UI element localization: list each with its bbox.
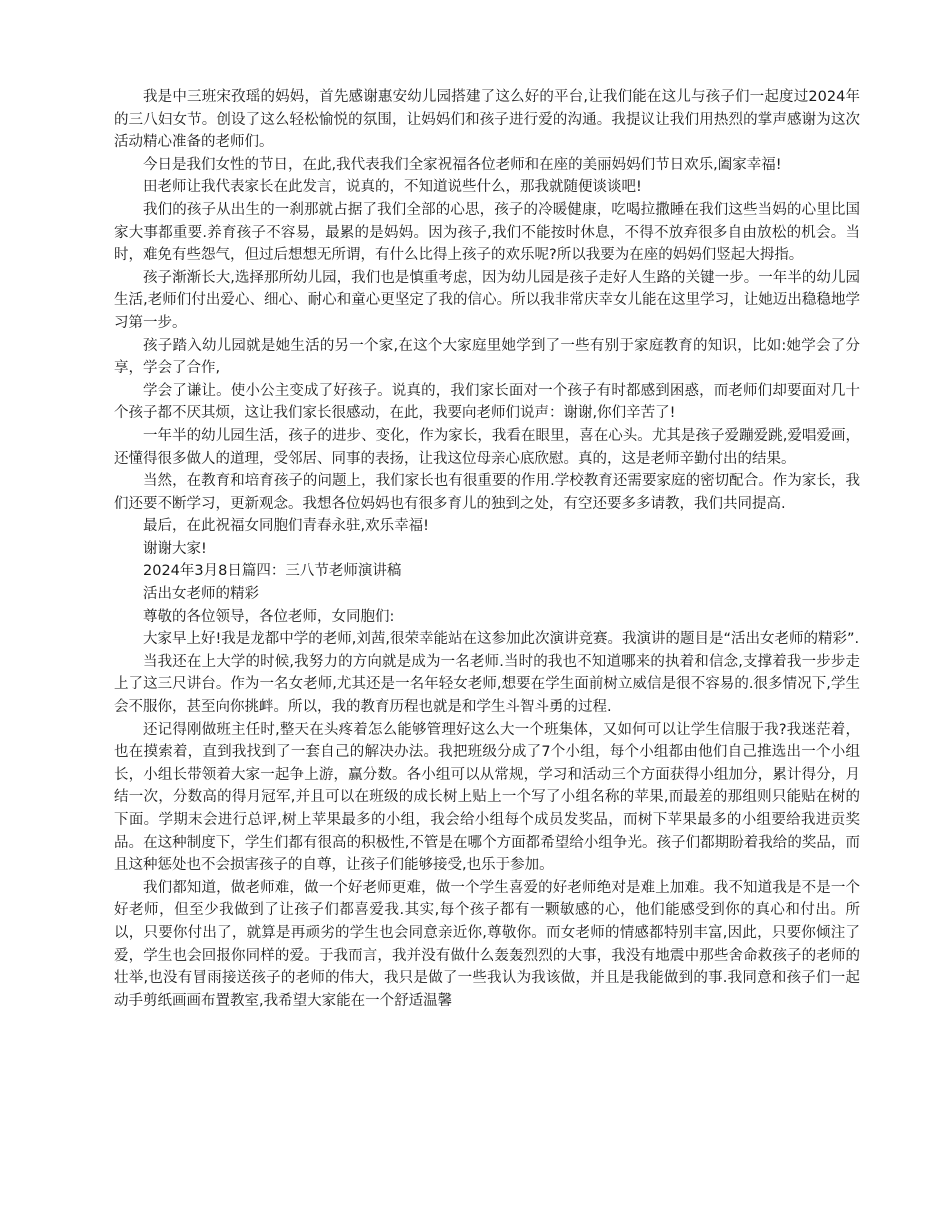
date-heading: 2024年3月8日篇四：三八节老师演讲稿 xyxy=(143,563,402,580)
paragraph: 还记得刚做班主任时,整天在头疼着怎么能够管理好这么大一个班集体，又如何可以让学生信服于我?我迷茫着，也在摸索着，直到我找到了一套自己的解决办法。我把班级分成了7个小组，每个小组都由他们自己推选出一个小组长，小组长带领着大家一起争上游，赢分数。各小组可以从常规，学习和活动三个方面获得小组加分，累计得分，月结一次，分数高的得月冠军,并且可以在班级的成长树上贴上一个写了小组名称的苹果,而最差的那组则只能贴在树的下面。学期末会进行总评,树上苹果最多的小组，我会给小组每个成员发奖品，而树下苹果最多的小组要给我进贡奖品。在这种制度下，学生们都有很高的积极性,不管是在哪个方面都希望给小组争光。孩子们都期盼着我给的奖品，而且这种惩处也不会损害孩子的自尊，让孩子们能够接受,也乐于参加。 xyxy=(114,721,860,874)
paragraph: 当然，在教育和培育孩子的问题上，我们家长也有很重要的作用.学校教育还需要家庭的密切配合。作为家长，我们还要不断学习，更新观念。我想各位妈妈也有很多育儿的独到之处，有空还要多多请教，我们共同提高. xyxy=(114,473,860,512)
paragraph: 田老师让我代表家长在此发言，说真的，不知道说些什么，那我就随便谈谈吧! xyxy=(143,179,642,196)
document-body xyxy=(114,86,860,1012)
paragraph: 谢谢大家! xyxy=(143,540,207,557)
paragraph: 我们的孩子从出生的一刹那就占据了我们全部的心思，孩子的冷暖健康，吃喝拉撒睡在我们这些当妈的心里比国家大事都重要.养育孩子不容易，最累的是妈妈。因为孩子,我们不能按时休息，不得不放弃很多自由放松的机会。当时，难免有些怨气，但过后想想无所谓，有什么比得上孩子的欢乐呢?所以我要为在座的妈妈们竖起大拇指。 xyxy=(114,201,860,264)
paragraph: 最后，在此祝福女同胞们青春永驻,欢乐幸福! xyxy=(143,518,429,535)
paragraph: 今日是我们女性的节日，在此,我代表我们全家祝福各位老师和在座的美丽妈妈们节日欢乐,阖家幸福! xyxy=(143,156,782,173)
salutation: 尊敬的各位领导，各位老师，女同胞们: xyxy=(143,608,395,625)
paragraph: 我们都知道，做老师难，做一个好老师更难，做一个学生喜爱的好老师绝对是难上加难。我不知道我是不是一个好老师，但至少我做到了让孩子们都喜爱我.其实,每个孩子都有一颗敏感的心，他们能感受到你的真心和付出。所以，只要你付出了，就算是再顽劣的学生也会同意亲近你,尊敬你。而女老师的情感都特别丰富,因此，只要你倾注了爱，学生也会回报你同样的爱。于我而言，我并没有做什么轰轰烈烈的大事，我没有地震中那些舍命救孩子的老师的壮举,也没有冒雨接送孩子的老师的伟大，我只是做了一些我认为我该做，并且是我能做到的事.我同意和孩子们一起动手剪纸画画布置教室,我希望大家能在一个舒适温馨 xyxy=(114,879,860,1009)
paragraph: 大家早上好!我是龙都中学的老师,刘茜,很荣幸能站在这参加此次演讲竞赛。我演讲的题目是“活出女老师的精彩”. xyxy=(143,631,860,648)
paragraph: 我是中三班宋孜瑶的妈妈，首先感谢惠安幼儿园搭建了这么好的平台,让我们能在这儿与孩子们一起度过2024年的三八妇女节。创设了这么轻松愉悦的氛围，让妈妈们和孩子进行爱的沟通。我提议让我们用热烈的掌声感谢为这次活动精心准备的老师们。 xyxy=(114,89,860,151)
paragraph: 孩子渐渐长大,选择那所幼儿园，我们也是慎重考虑，因为幼儿园是孩子走好人生路的关键一步。一年半的幼儿园生活,老师们付出爱心、细心、耐心和童心更坚定了我的信心。所以我非常庆幸女儿能在这里学习，让她迈出稳稳地学习第一步。 xyxy=(114,269,860,331)
paragraph: 学会了谦让。使小公主变成了好孩子。说真的，我们家长面对一个孩子有时都感到困惑，而老师们却要面对几十个孩子都不厌其烦，这让我们家长很感动，在此，我要向老师们说声：谢谢,你们辛苦了! xyxy=(114,382,860,422)
paragraph: 孩子踏入幼儿园就是她生活的另一个家,在这个大家庭里她学到了一些有别于家庭教育的知识，比如:她学会了分享，学会了合作, xyxy=(114,337,860,377)
speech-title: 活出女老师的精彩 xyxy=(143,586,259,603)
paragraph: 一年半的幼儿园生活，孩子的进步、变化，作为家长，我看在眼里，喜在心头。尤其是孩子爱蹦爱跳,爱唱爱画，还懂得很多做人的道理，受邻居、同事的表扬，让我这位母亲心底欣慰。真的，这是老师辛勤付出的结果。 xyxy=(114,427,860,467)
paragraph: 当我还在上大学的时候,我努力的方向就是成为一名老师.当时的我也不知道哪来的执着和信念,支撑着我一步步走上了这三尺讲台。作为一名女老师,尤其还是一名年轻女老师,想要在学生面前树立威信是很不容易的.很多情况下,学生会不服你，甚至向你挑衅。所以，我的教育历程也就是和学生斗智斗勇的过程. xyxy=(114,653,860,716)
